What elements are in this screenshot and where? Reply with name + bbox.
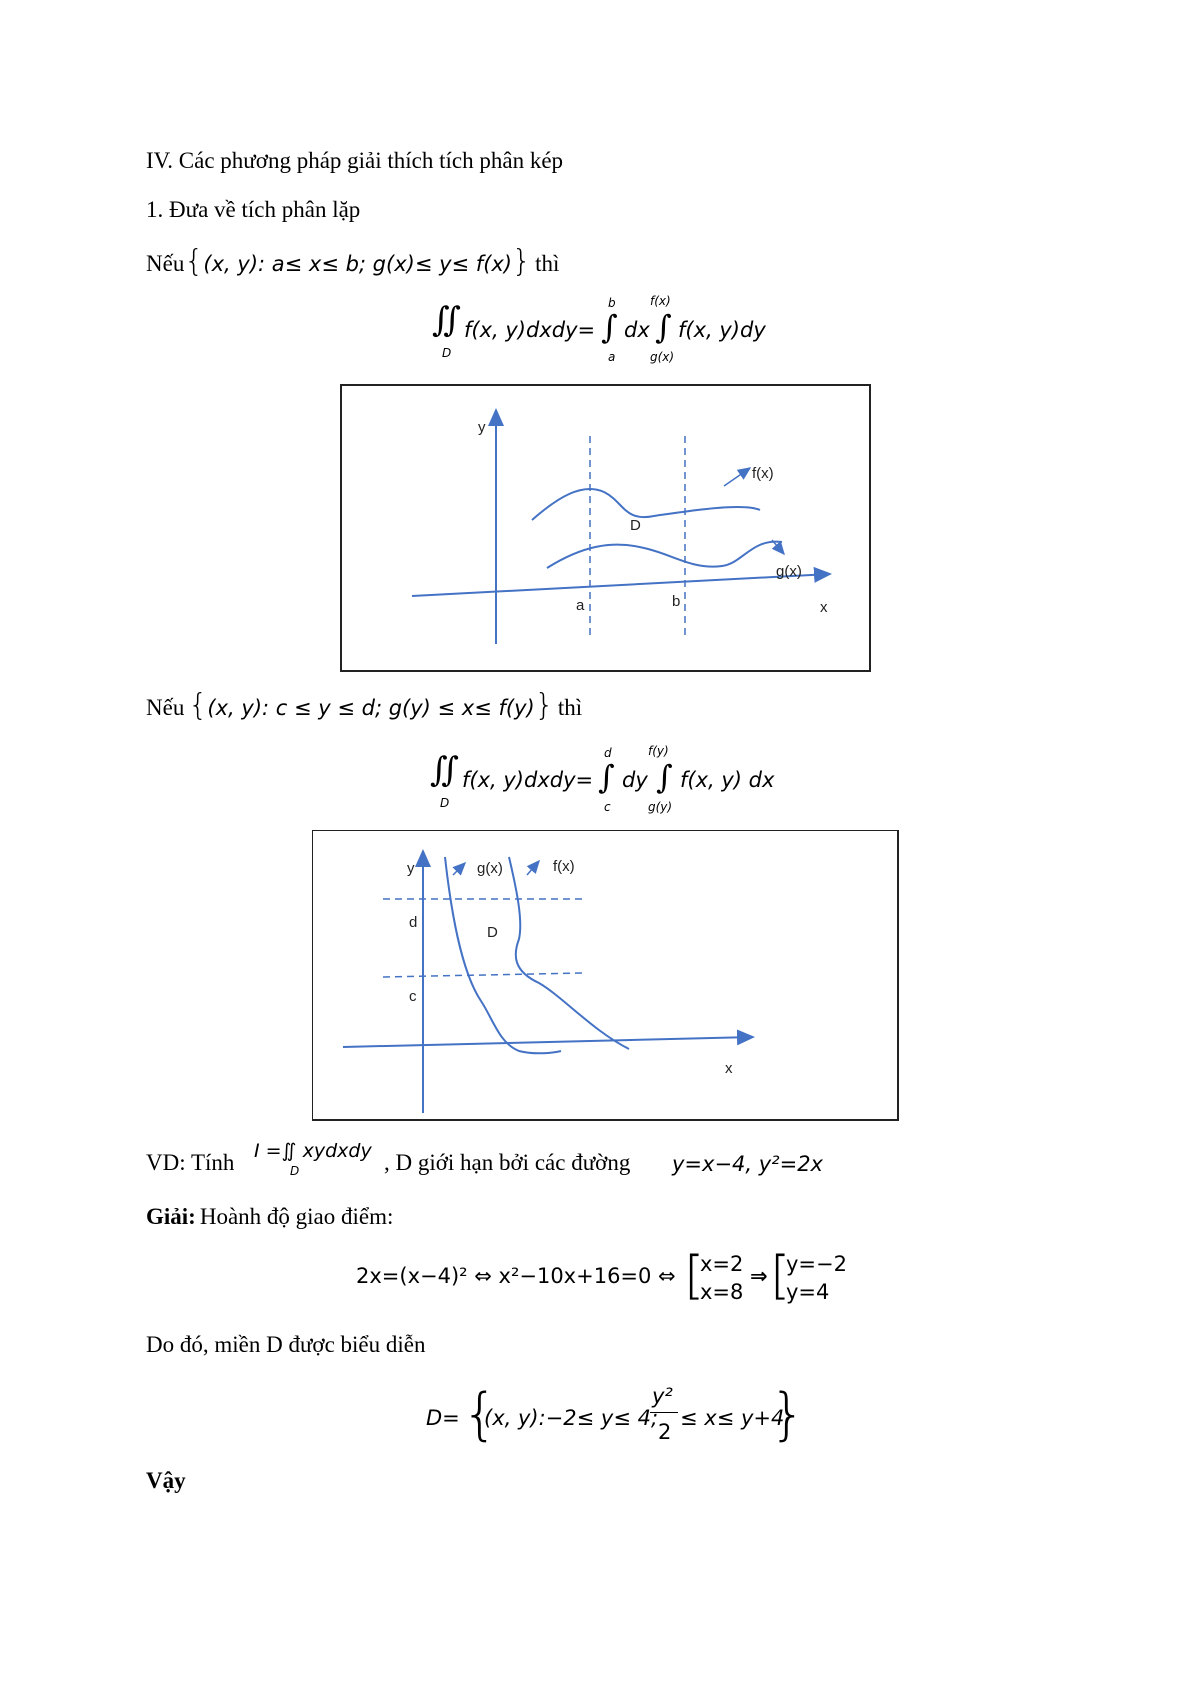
upper-limit-fy: f(y) (648, 744, 669, 758)
arrow-f (724, 468, 750, 486)
case1-line: Nếu{(x, y): a≤ x≤ b; g(x)≤ y≤ f(x)} thì (146, 244, 560, 279)
case1-suffix: thì (535, 251, 560, 276)
equation-main: 2x=(x−4)² ⇔ x²−10x+16=0 ⇔ (356, 1264, 676, 1288)
case1-condition: (x, y): a≤ x≤ b; g(x)≤ y≤ f(x) (203, 252, 513, 276)
fig1-f-label: f(x) (752, 465, 774, 482)
case2-dy: dy (622, 768, 648, 792)
fig2-x-label: x (725, 1060, 733, 1077)
fig2-d-label: d (409, 914, 418, 931)
case-y1: y=−2 (786, 1252, 847, 1276)
bracket-1: [ (684, 1246, 705, 1306)
example-label: VD: Tính (146, 1150, 235, 1175)
case-x2: x=8 (700, 1280, 744, 1304)
fig1-x-label: x (820, 599, 828, 616)
x-axis (412, 574, 830, 596)
integral-symbol-3: ∫ (598, 758, 615, 796)
fig1-b-label: b (672, 593, 681, 610)
solution-text: Hoành độ giao điểm: (199, 1204, 394, 1229)
arrow-gx (453, 863, 465, 875)
figure-region-type2 (312, 830, 899, 1121)
domain-fraction-denominator: 2 (658, 1420, 672, 1444)
implies-arrow: ⇒ (750, 1264, 768, 1288)
case2-suffix: thì (557, 695, 583, 720)
fig2-f-label: f(x) (553, 858, 575, 875)
line-y-c (383, 973, 583, 977)
fig1-a-label: a (576, 597, 585, 614)
conclusion-text: Vậy (146, 1468, 186, 1493)
integral-symbol-2: ∫ (655, 308, 672, 346)
case1-lhs: f(x, y)dxdy= (464, 318, 596, 342)
subsection-heading: 1. Đưa về tích phân lặp (146, 197, 361, 222)
case2-integrand: f(x, y) dx (680, 768, 775, 792)
case-y2: y=4 (786, 1280, 830, 1304)
domain-lhs: D= (426, 1406, 460, 1430)
upper-limit-b: b (608, 296, 616, 310)
case2-line: Nếu {(x, y): c ≤ y ≤ d; g(y) ≤ x≤ f(y)} thì (146, 688, 583, 723)
x-axis-2 (343, 1037, 753, 1047)
fraction-bar (650, 1412, 678, 1413)
figure-region-type1 (340, 384, 871, 672)
example-line (146, 1150, 234, 1176)
fig1-region-label: D (630, 517, 641, 534)
integral-symbol-4: ∫ (656, 758, 673, 796)
lower-limit-a: a (608, 350, 616, 364)
upper-limit-d: d (604, 746, 612, 760)
curve-f (532, 489, 760, 520)
fig2-y-label: y (407, 860, 415, 877)
fig1-g-label: g(x) (776, 563, 802, 580)
lower-limit-gy: g(y) (648, 800, 673, 814)
case1-integrand: f(x, y)dy (678, 318, 766, 342)
domain-fraction-numerator: y² (652, 1384, 673, 1408)
example-curves: y=x−4, y²=2x (672, 1152, 823, 1176)
double-integral-symbol: ∬ (432, 300, 461, 340)
solution-line (146, 1204, 393, 1230)
upper-limit-fx: f(x) (650, 294, 671, 308)
fig2-region-label: D (487, 924, 498, 941)
fig1-y-label: y (478, 419, 486, 436)
case1-prefix: Nếu (146, 251, 185, 276)
section-heading: IV. Các phương pháp giải thích tích phân kép (146, 148, 564, 173)
arrow-fx (527, 861, 539, 875)
domain-open-brace: { (462, 1382, 498, 1447)
case2-lhs: f(x, y)dxdy= (462, 768, 594, 792)
fig2-g-label: g(x) (477, 860, 503, 877)
domain-condition-left: (x, y):−2≤ y≤ 4; (484, 1406, 659, 1430)
curve-g-y (445, 857, 561, 1053)
bracket-2: [ (770, 1246, 791, 1306)
case-x1: x=2 (700, 1252, 744, 1276)
example-integral-sub: D (290, 1164, 300, 1178)
domain-close-brace: } (770, 1382, 806, 1447)
domain-text: Do đó, miền D được biểu diễn (146, 1332, 426, 1357)
lower-limit-gx: g(x) (650, 350, 675, 364)
curve-f-y (509, 857, 629, 1049)
integral-symbol: ∫ (601, 308, 618, 346)
domain-condition-right: ≤ x≤ y+4 (680, 1406, 785, 1430)
example-integral: I =∬ xydxdy (254, 1140, 372, 1162)
lower-limit-c: c (604, 800, 611, 814)
case2-condition: (x, y): c ≤ y ≤ d; g(y) ≤ x≤ f(y) (207, 696, 535, 720)
double-integral-sub-2: D (440, 796, 450, 810)
curve-g (547, 542, 782, 568)
solution-label: Giải: (146, 1204, 196, 1229)
fig2-c-label: c (409, 988, 417, 1005)
example-middle-text: , D giới hạn bởi các đường (384, 1150, 631, 1175)
case2-prefix: Nếu (146, 695, 185, 720)
case1-dx: dx (624, 318, 650, 342)
double-integral-sub: D (442, 346, 452, 360)
double-integral-symbol-2: ∬ (430, 750, 459, 790)
